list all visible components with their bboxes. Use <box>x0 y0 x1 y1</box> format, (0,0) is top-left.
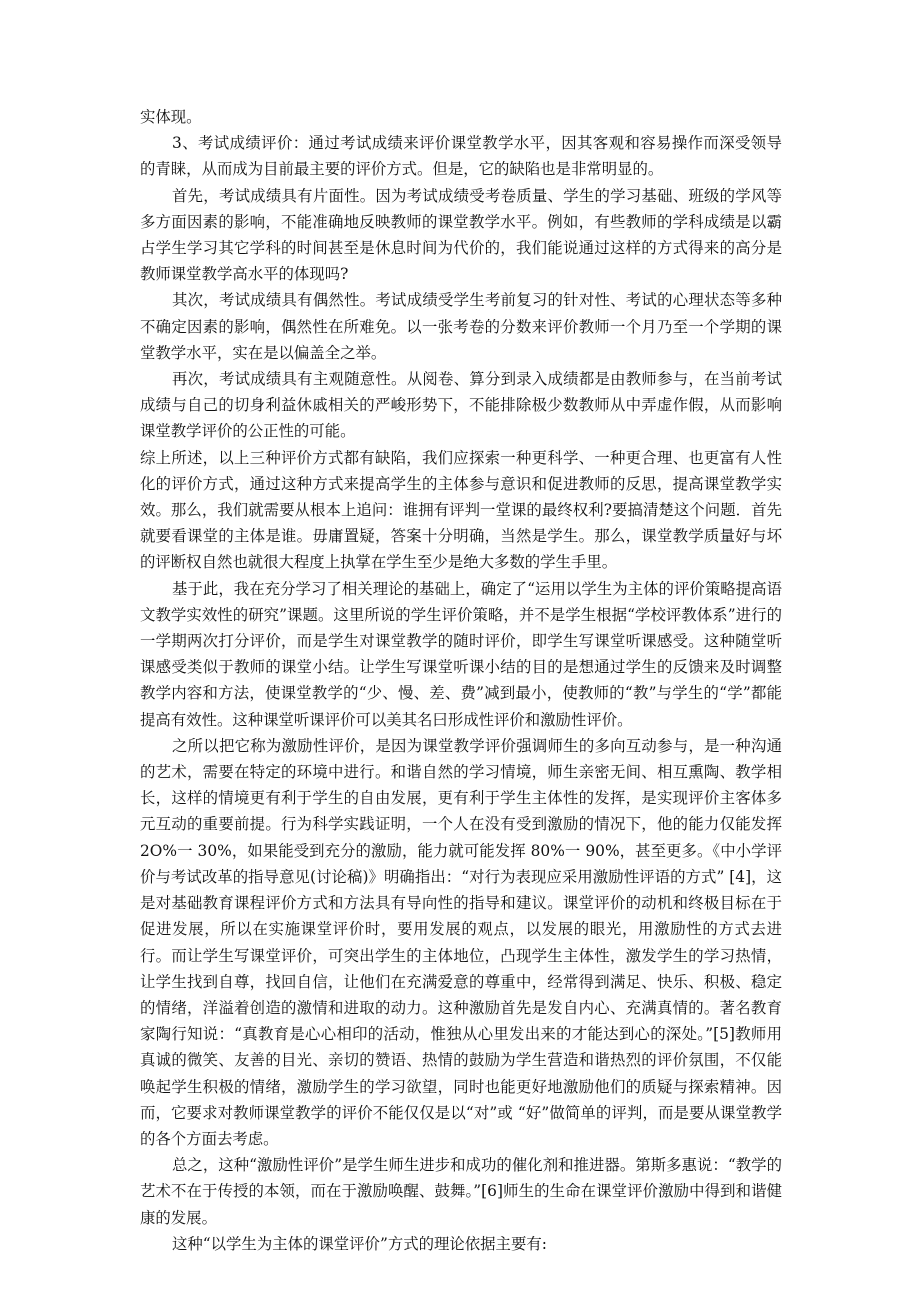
paragraph-9: 总之，这种“激励性评价”是学生师生进步和成功的催化剂和推进器。第斯多惠说：“教学的艺术不在于传授的本领，而在于激励唤醒、鼓舞。”[6]师生的生命在课堂评价激励中得到和谐健康的发展。 <box>140 1156 782 1227</box>
paragraph-1: 实体现。 <box>140 108 202 126</box>
paragraph-10: 这种“以学生为主体的课堂评价”方式的理论依据主要有: <box>172 1234 547 1253</box>
paragraph-4: 其次，考试成绩具有偶然性。考试成绩受学生考前复习的针对性、考试的心理状态等多种不确定因素的影响，偶然性在所难免。以一张考卷的分数来评价教师一个月乃至一个学期的课堂教学水平，实在是以偏盖全之举。 <box>140 291 782 362</box>
paragraph-6: 综上所述，以上三种评价方式都有缺陷，我们应探索一种更科学、一种更合理、也更富有人性化的评价方式，通过这种方式来提高学生的主体参与意识和促进教师的反思，提高课堂教学实效。那么，我们就需要从根本上追问：谁拥有评判一堂课的最终权利?要搞清楚这个问题．首先就要看课堂的主体是谁。毋庸置疑，答案十分明确，当然是学生。那么，课堂教学质量好与坏的评断权自然也就很大程度上执掌在学生至少是绝大多数的学生手里。 <box>140 448 782 572</box>
paragraph-3: 首先，考试成绩具有片面性。因为考试成绩受考卷质量、学生的学习基础、班级的学风等多方面因素的影响，不能准确地反映教师的课堂教学水平。例如，有些教师的学科成绩是以霸占学生学习其它学科的时间甚至是休息时间为代价的，我们能说通过这样的方式得来的高分是教师课堂教学高水平的体现吗? <box>140 186 782 284</box>
paragraph-2: 3、考试成绩评价：通过考试成绩来评价课堂教学水平，因其客观和容易操作而深受领导的青睐，从而成为目前最主要的评价方式。但是，它的缺陷也是非常明显的。 <box>140 134 782 179</box>
paragraph-8: 之所以把它称为激励性评价，是因为课堂教学评价强调师生的多向互动参与，是一种沟通的艺术，需要在特定的环境中进行。和谐自然的学习情境，师生亲密无间、相互熏陶、教学相长，这样的情境更有利于学生的自由发展，更有利于学生主体性的发挥，是实现评价主客体多元互动的重要前提。行为科学实践证明，一个人在没有受到激励的情况下，他的能力仅能发挥 2O%一 30%，如果能受到充分的激励，能力就可能发挥 80%一 90%，甚至更多。《中小学评价与考试改革的指导意见(讨论稿)》明确指出：“对行为表现应采用激励性评语的方式” [4]，这是对基础教育课程评价方式和方法具有导向性的指导和建议。课堂评价的动机和终极目标在于促进发展，所以在实施课堂评价时，要用发展的观点，以发展的眼光，用激励性的方式去进行。而让学生写课堂评价，可突出学生的主体地位，凸现学生主体性，激发学生的学习热情，让学生找到自尊，找回自信，让他们在充满爱意的尊重中，经常得到满足、快乐、积极、稳定的情绪，洋溢着创造的激情和进取的动力。这种激励首先是发自内心、充满真情的。著名教育家陶行知说：“真教育是心心相印的活动，惟独从心里发出来的才能达到心的深处。”[5]教师用真诚的微笑、友善的目光、亲切的赞语、热情的鼓励为学生营造和谐热烈的评价氛围，不仅能唤起学生积极的情绪，激励学生的学习欲望，同时也能更好地激励他们的质疑与探索精神。因而，它要求对教师课堂教学的评价不能仅仅是以“对”或 “好”做简单的评判，而是要从课堂教学的各个方面去考虑。 <box>140 736 782 1148</box>
document-page <box>140 104 782 1257</box>
paragraph-5: 再次，考试成绩具有主观随意性。从阅卷、算分到录入成绩都是由教师参与，在当前考试成绩与自己的切身利益休戚相关的严峻形势下，不能排除极少数教师从中弄虚作假，从而影响课堂教学评价的公正性的可能。 <box>140 370 782 441</box>
paragraph-7: 基于此，我在充分学习了相关理论的基础上，确定了“运用以学生为主体的评价策略提高语文教学实效性的研究”课题。这里所说的学生评价策略，并不是学生根据“学校评教体系”进行的一学期两次打分评价，而是学生对课堂教学的随时评价，即学生写课堂听课感受。这种随堂听课感受类似于教师的课堂小结。让学生写课堂听课小结的目的是想通过学生的反馈来及时调整教学内容和方法，使课堂教学的“少、慢、差、费”减到最小，使教师的“教”与学生的“学”都能提高有效性。这种课堂听课评价可以美其名曰形成性评价和激励性评价。 <box>140 579 782 729</box>
